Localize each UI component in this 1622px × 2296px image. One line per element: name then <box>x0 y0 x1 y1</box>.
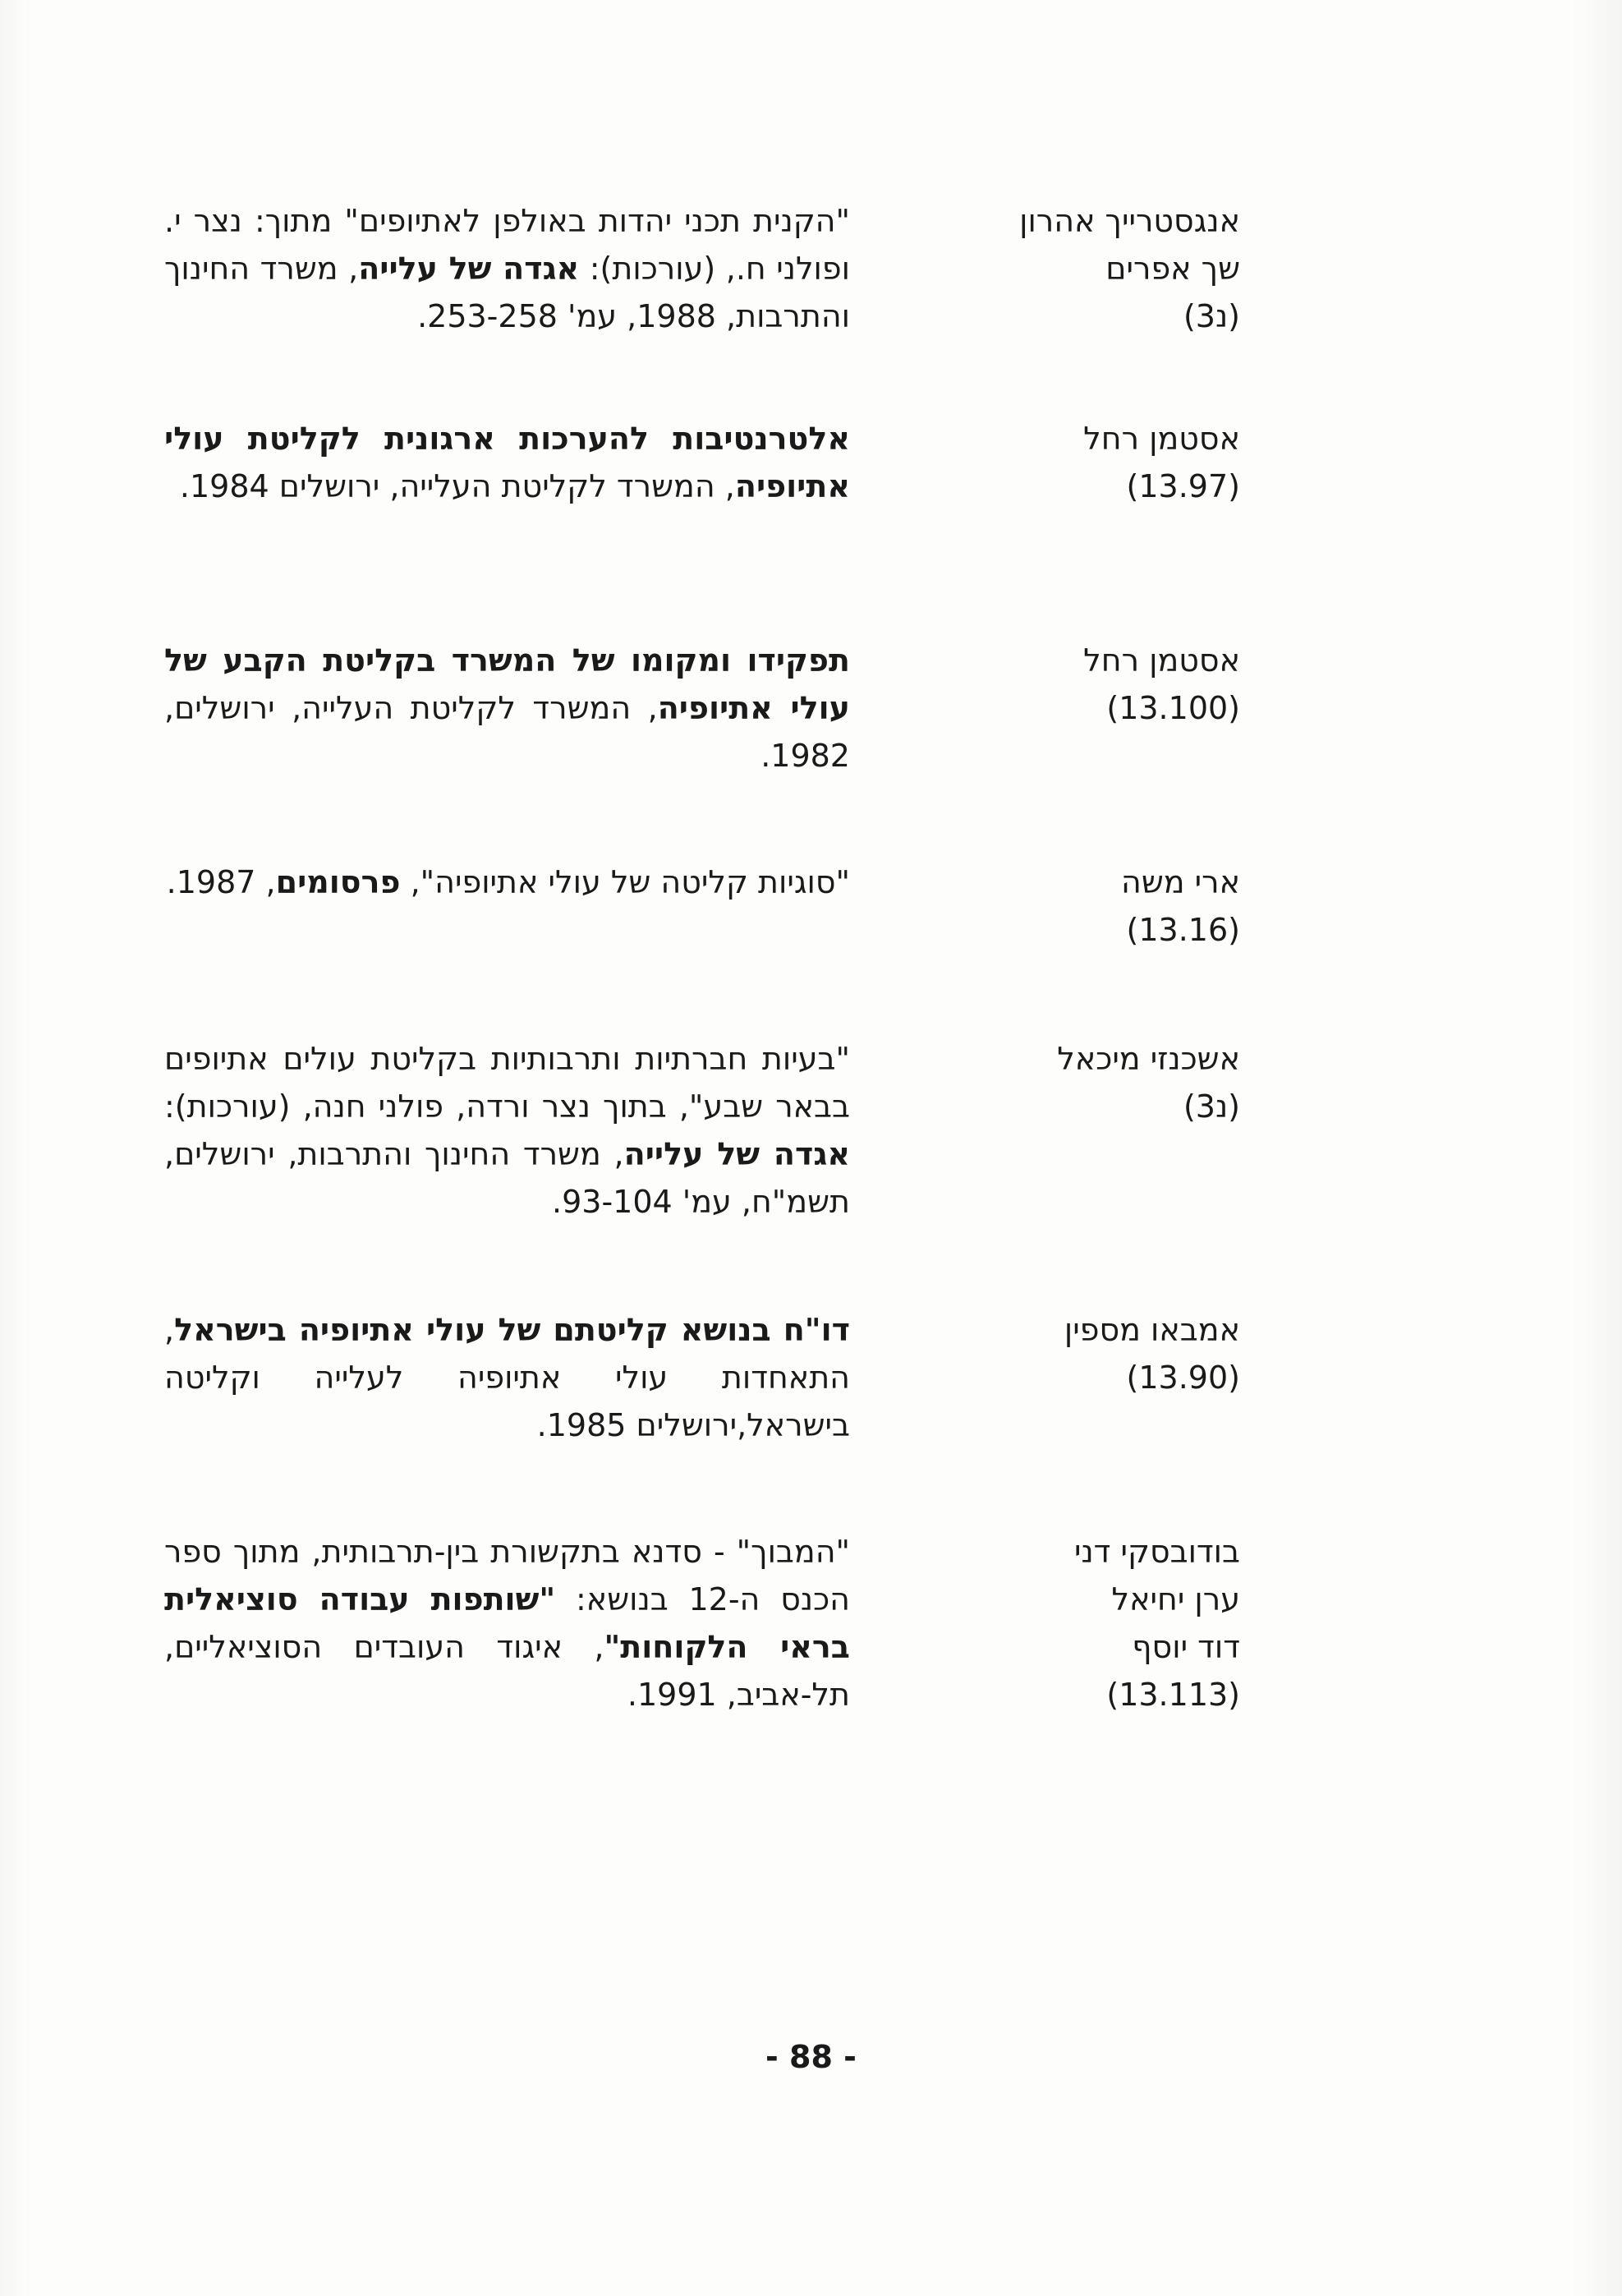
citation-title: אגדה של עלייה <box>623 1136 850 1172</box>
author-line: אמבאו מספין <box>1064 1312 1240 1348</box>
author-line: (נ3) <box>1183 298 1240 334</box>
author-line: דוד יוסף <box>1132 1629 1240 1665</box>
entry-authors <box>994 858 1240 954</box>
author-line: (13.16) <box>1126 912 1240 948</box>
citation-text: , משרד החינוך והתרבות, ירושלים, תשמ"ח, עמ' 93-104. <box>164 1136 850 1220</box>
citation-title: "שותפות עבודה סוציאלית בראי הלקוחות" <box>164 1581 850 1665</box>
entry-authors <box>994 197 1240 340</box>
author-line: בודובסקי דני <box>1073 1534 1240 1570</box>
citation-text: "בעיות חברתיות ותרבותיות בקליטת עולים אתיופים בבאר שבע", בתוך נצר ורדה, פולני חנה, (עורכות): <box>164 1041 850 1125</box>
entry-authors <box>994 1035 1240 1130</box>
author-line: (13.100) <box>1106 690 1240 726</box>
citation-text: , המשרד לקליטת העלייה, ירושלים 1984. <box>179 468 735 504</box>
citation-text: "המבוך" - סדנא בתקשורת בין-תרבותית, מתוך ספר הכנס ה-12 בנושא: <box>164 1534 850 1617</box>
entry-citation <box>164 858 850 906</box>
citation-title: דו"ח בנושא קליטתם של עולי אתיופיה בישראל <box>174 1312 850 1348</box>
author-line: אסטמן רחל <box>1083 642 1240 679</box>
entry-authors <box>994 1528 1240 1719</box>
author-line: (נ3) <box>1183 1088 1240 1125</box>
entry-citation <box>164 197 850 340</box>
entry-citation <box>164 1306 850 1449</box>
entry-citation <box>164 1528 850 1719</box>
author-line: ארי משה <box>1121 864 1240 900</box>
citation-title: תפקידו ומקומו של המשרד בקליטת הקבע של עולי אתיופיה <box>164 642 850 726</box>
author-line: שך אפרים <box>1105 251 1240 287</box>
citation-text: , 1987. <box>166 864 276 900</box>
author-line: (13.113) <box>1106 1677 1240 1713</box>
page-number: - 88 - <box>765 2039 857 2075</box>
citation-text: , המשרד לקליטת העלייה, ירושלים, 1982. <box>164 690 850 774</box>
entry-authors <box>994 637 1240 732</box>
entry-citation <box>164 1035 850 1226</box>
entry-citation <box>164 637 850 780</box>
citation-text: , איגוד העובדים הסוציאליים, תל-אביב, 1991. <box>164 1629 850 1713</box>
author-line: (13.90) <box>1126 1360 1240 1396</box>
citation-text: "סוגיות קליטה של עולי אתיופיה", <box>400 864 850 900</box>
entry-authors <box>994 1306 1240 1401</box>
citation-text: , משרד החינוך והתרבות, 1988, עמ' 253-258. <box>164 251 850 334</box>
citation-title: אלטרנטיבות להערכות ארגונית לקליטת עולי אתיופיה <box>164 421 850 504</box>
author-line: אנגסטרייך אהרון <box>1019 203 1240 239</box>
citation-title: אגדה של עלייה <box>358 251 580 287</box>
citation-text: , התאחדות עולי אתיופיה לעלייה וקליטה בישראל,ירושלים 1985. <box>164 1312 850 1443</box>
author-line: אסטמן רחל <box>1083 421 1240 457</box>
entry-citation <box>164 415 850 510</box>
author-line: אשכנזי מיכאל <box>1057 1041 1240 1077</box>
author-line: (13.97) <box>1126 468 1240 504</box>
citation-title: פרסומים <box>275 864 401 900</box>
author-line: ערן יחיאל <box>1111 1581 1240 1617</box>
citation-text: "הקנית תכני יהדות באולפן לאתיופים" מתוך: נצר י. ופולני ח., (עורכות): <box>164 203 850 287</box>
entry-authors <box>994 415 1240 510</box>
